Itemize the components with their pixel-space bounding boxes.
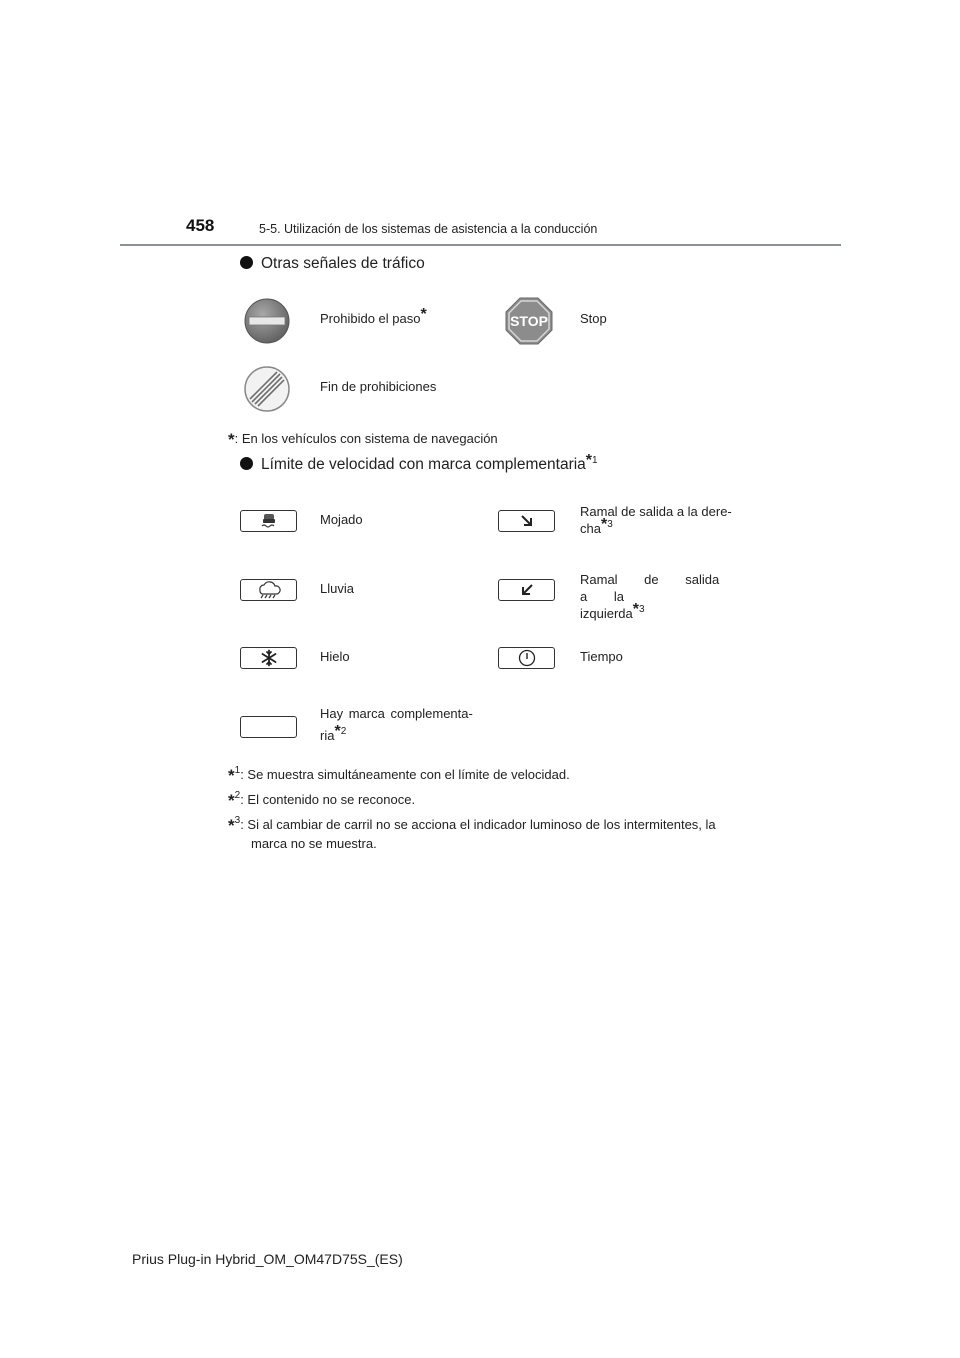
document-footer: Prius Plug-in Hybrid_OM_OM47D75S_(ES) xyxy=(132,1251,403,1267)
section-title: 5-5. Utilización de los sistemas de asistencia a la conducción xyxy=(259,222,598,236)
footnote-number: 2 xyxy=(340,726,347,737)
complementary-label xyxy=(320,703,480,747)
complementary-label-line2: ria*$^2$ xyxy=(320,723,347,743)
bullet-icon xyxy=(240,457,253,470)
footnote-number: 1 xyxy=(592,455,598,466)
blank-plate-icon xyxy=(240,716,297,738)
note-3-text: : Si al cambiar de carril no se acciona el indicador luminoso de los intermitentes, la xyxy=(240,817,716,832)
other-signs-heading-text: Otras señales de tráfico xyxy=(261,255,425,272)
footnote-mark: * xyxy=(632,601,639,618)
rain-label: Lluvia xyxy=(320,581,354,596)
time-label: Tiempo xyxy=(580,649,623,664)
other-signs-heading xyxy=(240,255,425,273)
note-3 xyxy=(228,816,768,853)
footnote-mark: * xyxy=(420,306,427,323)
note-1-text: : Se muestra simultáneamente con el límite de velocidad. xyxy=(240,767,570,782)
stop-label: Stop xyxy=(580,311,607,326)
speed-limit-heading xyxy=(240,452,598,474)
header-divider xyxy=(120,244,841,246)
footnote-number: 2 xyxy=(234,790,241,801)
exit-left-label-line1: Ramal de salida a la xyxy=(580,572,720,604)
stop-sign-icon xyxy=(505,297,553,350)
exit-right-label xyxy=(580,503,740,537)
complementary-label-line1: Hay marca complementa- xyxy=(320,706,473,721)
footnote-mark: * xyxy=(334,723,341,740)
footnote-mark: * xyxy=(228,430,235,449)
snowflake-icon xyxy=(240,647,297,669)
note-3-text-continued: marca no se muestra. xyxy=(251,836,377,851)
note-2-text: : El contenido no se reconoce. xyxy=(240,792,416,807)
exit-left-label-line2: izquierda*$^3$ xyxy=(580,601,645,621)
navigation-footnote xyxy=(228,430,498,449)
ice-label: Hielo xyxy=(320,649,350,664)
end-of-restrictions-label: Fin de prohibiciones xyxy=(320,379,437,394)
footnote-mark: * xyxy=(600,516,608,533)
speed-limit-heading-text: Límite de velocidad con marca complementaria xyxy=(261,456,586,473)
wet-road-icon xyxy=(240,510,297,532)
rain-cloud-icon xyxy=(240,579,297,601)
exit-left-label xyxy=(580,571,740,622)
arrow-down-left-icon xyxy=(498,579,555,601)
note-1 xyxy=(228,766,570,785)
stop-sign-text: STOP xyxy=(510,313,548,329)
page-number: 458 xyxy=(186,216,215,235)
footnote-mark: * xyxy=(228,816,235,835)
footnote-number: 1 xyxy=(234,765,241,776)
footnote-number: 3 xyxy=(234,815,241,826)
navigation-footnote-text: : En los vehículos con sistema de navegación xyxy=(234,431,498,446)
bullet-icon xyxy=(240,256,253,269)
footnote-mark: * xyxy=(585,452,593,469)
exit-right-label-line2: cha*$^3$ xyxy=(580,516,613,536)
exit-right-label-line1: Ramal de salida a la dere- xyxy=(580,504,732,519)
wet-label: Mojado xyxy=(320,512,363,527)
no-entry-label: Prohibido el paso* xyxy=(320,306,427,326)
arrow-down-right-icon xyxy=(498,510,555,532)
end-of-restrictions-sign-icon xyxy=(244,366,290,417)
footnote-mark: * xyxy=(228,766,235,785)
footnote-mark: * xyxy=(228,791,235,810)
clock-icon xyxy=(498,647,555,669)
no-entry-sign-icon xyxy=(244,298,290,349)
footnote-number: 3 xyxy=(639,604,645,615)
footnote-number: 3 xyxy=(607,519,613,530)
note-2 xyxy=(228,791,415,810)
